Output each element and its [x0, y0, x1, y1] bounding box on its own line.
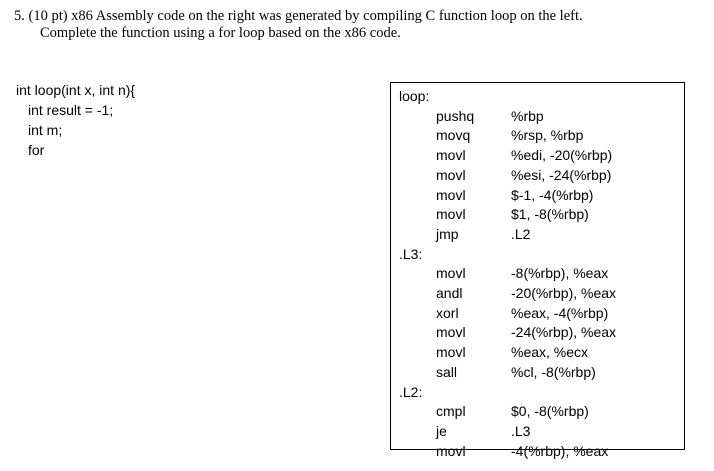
- c-code-block: [16, 80, 135, 160]
- c-code-line: int m;: [28, 122, 63, 138]
- asm-operands: .L3: [511, 422, 531, 439]
- asm-opcode: movl: [436, 186, 466, 203]
- asm-operands: %rsp, %rbp: [511, 127, 584, 144]
- asm-opcode: movq: [436, 127, 471, 144]
- asm-opcode: sall: [436, 363, 458, 380]
- asm-opcode: je: [436, 422, 447, 439]
- asm-operands: -4(%rbp), %eax: [511, 442, 609, 459]
- asm-operands: %cl, -8(%rbp): [511, 363, 596, 380]
- asm-operands: -20(%rbp), %eax: [511, 285, 617, 301]
- asm-operands: -24(%rbp), %eax: [511, 324, 617, 341]
- asm-operands: %eax, %ecx: [511, 344, 589, 361]
- asm-operands: %rbp: [511, 107, 544, 124]
- c-function-signature: int loop(int x, int n){: [16, 82, 136, 98]
- asm-operands: $0, -8(%rbp): [511, 403, 589, 420]
- asm-operands: %eax, -4(%rbp): [511, 304, 609, 321]
- asm-opcode: movl: [436, 206, 466, 223]
- asm-opcode: jmp: [436, 225, 459, 242]
- asm-opcode: movl: [436, 265, 466, 282]
- c-code-line: for: [28, 142, 45, 158]
- asm-operands: %edi, -20(%rbp): [511, 147, 613, 164]
- asm-opcode: andl: [436, 285, 463, 301]
- c-code-line: int result = -1;: [28, 102, 114, 118]
- asm-opcode: cmpl: [436, 403, 466, 420]
- asm-opcode: movl: [436, 344, 466, 361]
- asm-operands: %esi, -24(%rbp): [511, 166, 612, 183]
- asm-operands: -8(%rbp), %eax: [511, 265, 609, 282]
- question-line-2: Complete the function using a for loop based on the x86 code.: [40, 25, 401, 41]
- asm-opcode: movl: [436, 324, 466, 341]
- asm-operands: .L2: [511, 225, 531, 242]
- asm-label: loop:: [399, 88, 430, 104]
- asm-opcode: pushq: [436, 107, 475, 124]
- assembly-code-box: [390, 82, 685, 459]
- asm-opcode: movl: [436, 442, 466, 459]
- asm-opcode: movl: [436, 166, 466, 183]
- asm-opcode: movl: [436, 147, 466, 164]
- asm-label: .L3:: [399, 245, 423, 262]
- question-line-1: 5. (10 pt) x86 Assembly code on the right was generated by compiling C function loop on the left.: [14, 8, 583, 24]
- asm-operands: $-1, -4(%rbp): [511, 186, 594, 203]
- asm-operands: $1, -8(%rbp): [511, 206, 589, 223]
- asm-opcode: xorl: [436, 304, 459, 321]
- asm-label: .L2:: [399, 383, 423, 400]
- question-text: [14, 8, 694, 42]
